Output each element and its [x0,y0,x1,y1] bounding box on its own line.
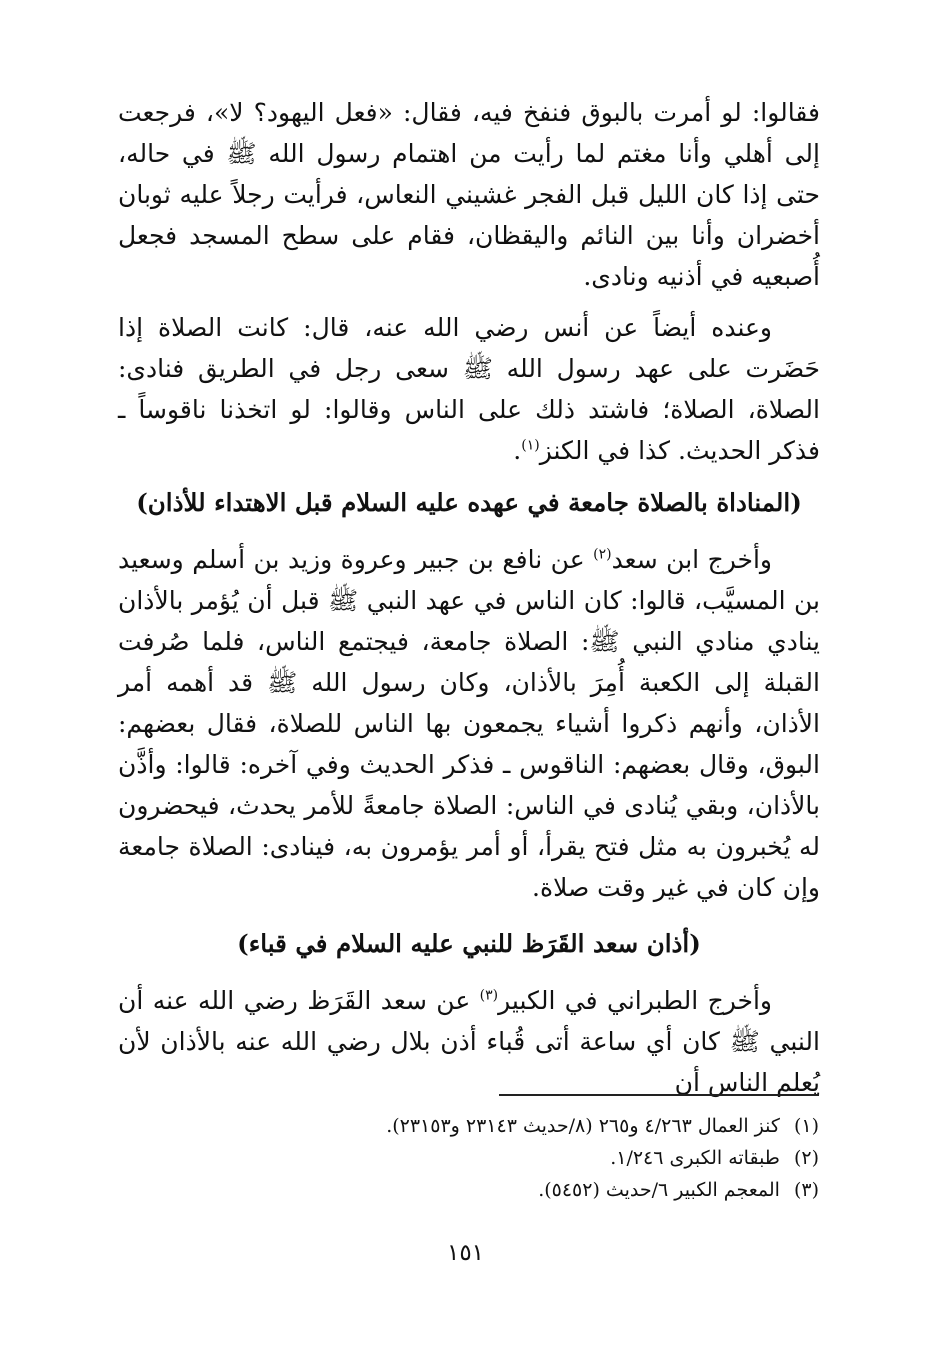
paragraph-1: فقالوا: لو أمرت بالبوق فنفخ فيه، فقال: «فعل اليهود؟ لا»، فرجعت إلى أهلي وأنا مغتم لما رأيت من اهتمام رسول الله ﷺ في حاله، حتى إذا كان الليل قبل الفجر غشيني النعاس، فرأيت رجلاً عليه ثوبان أخضران وأنا بين النائم واليقظان، فقام على سطح المسجد فجعل أُصبعيه في أذنيه ونادى. [118,98,820,291]
footnotes [386,1094,819,1206]
page-body [118,92,820,1103]
footnote-ref-3[interactable]: (٣) [479,987,499,1004]
paragraph-2 [118,307,820,471]
footnote-ref-1[interactable]: (١) [521,437,540,454]
paragraph-2-text: وعنده أيضاً عن أنس رضي الله عنه، قال: كانت الصلاة إذا حَضَرت على عهد رسول الله ﷺ سعى رجل في الطريق فنادى: الصلاة، الصلاة؛ فاشتد ذلك على الناس وقالوا: لو اتخذنا ناقوساً ـ فذكر الحديث. كذا في الكنز [118,313,820,465]
footnote-number: (٣) [793,1179,819,1201]
paragraph-3-start: وأخرج ابن سعد [611,545,772,574]
footnote-text: طبقاته الكبرى ١/٢٤٦. [610,1147,780,1169]
footnote-divider [499,1094,819,1096]
footnote-2 [499,1142,819,1174]
footnote-3 [499,1174,819,1206]
paragraph-2-end: . [513,436,522,465]
paragraph-3 [118,539,820,908]
paragraph-4-rest: عن سعد القَرَظ رضي الله عنه أن النبي ﷺ كان أي ساعة أتى قُباء أذن بلال رضي الله عنه بالأذان لأن يُعلم الناس أن [118,986,820,1097]
section-heading-2: (أذان سعد القَرَظ للنبي عليه السلام في قباء) [237,929,701,958]
footnote-number: (١) [793,1115,819,1137]
page-number: ١٥١ [446,1240,485,1266]
footnote-ref-2[interactable]: (٢) [593,546,612,563]
section-heading-1: (المناداة بالصلاة جامعة في عهده عليه السلام قبل الاهتداء للأذان) [136,488,802,517]
footnote-number: (٢) [793,1147,819,1169]
paragraph-4-start: وأخرج الطبراني في الكبير [498,986,772,1015]
footnote-text: المعجم الكبير ٦/حديث (٥٤٥٢). [538,1179,780,1201]
footnote-1 [386,1110,819,1142]
footnote-text: كنز العمال ٤/٢٦٣ و٢٦٥ (٨/حديث ٢٣١٤٣ و٢٣١٥٣). [386,1115,780,1137]
paragraph-3-rest: عن نافع بن جبير وعروة وزيد بن أسلم وسعيد بن المسيَّب، قالوا: كان الناس في عهد النبي ﷺ قبل أن يُؤمر بالأذان ينادي منادي النبي ﷺ: الصلاة جامعة، فيجتمع الناس، فلما صُرفت القبلة إلى الكعبة أُمِرَ بالأذان، وكان رسول الله ﷺ قد أهمه أمر الأذان، وأنهم ذكروا أشياء يجمعون بها الناس للصلاة، فقال بعضهم: البوق، وقال بعضهم: الناقوس ـ فذكر الحديث وفي آخره: قالوا: وأذَّن بالأذان، وبقي يُنادى في الناس: الصلاة جامعةً للأمر يحدث، فيحضرون له يُخبرون به مثل فتح يقرأ، أو أمر يؤمرون به، فينادى: الصلاة جامعة وإن كان في غير وقت صلاة. [118,545,820,902]
paragraph-4 [118,980,820,1103]
